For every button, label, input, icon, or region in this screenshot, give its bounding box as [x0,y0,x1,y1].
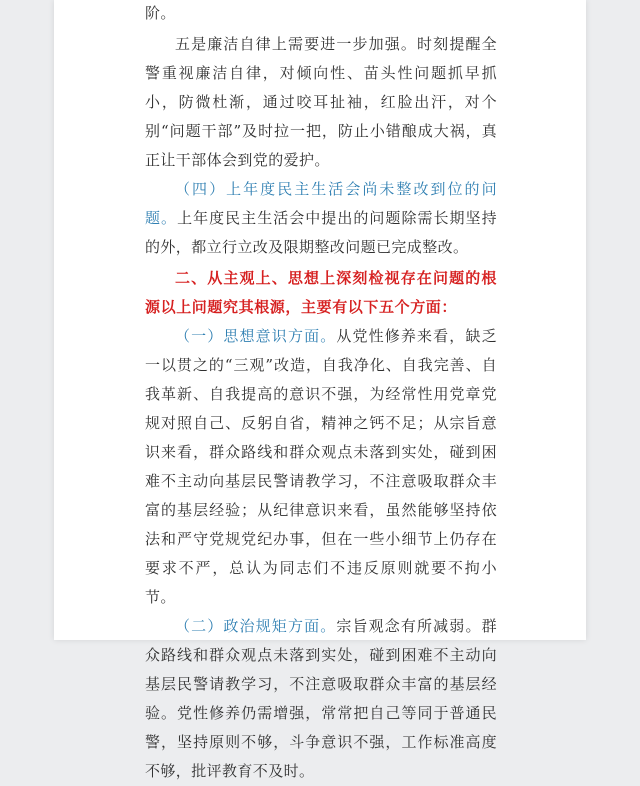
item-four-body: 上年度民主生活会中提出的问题除需长期坚持的外，都立行立改及限期整改问题已完成整改。 [145,209,497,256]
item-one-body: 从党性修养来看，缺乏一以贯之的“三观”改造，自我净化、自我完善、自我革新、自我提高的意识不强，为经常性用党章党规对照自己、反躬自省，精神之钙不足；从宗旨意识来看，群众路线和群众观点未落到实处，碰到困难不主动向基层民警请教学习，不注意吸取群众丰富的基层经验；从纪律意识来看，虽然能够坚持依法和严守党规党纪办事，但在一些小细节上仍存在要求不严，总认为同志们不违反原则就要不拘小节。 [145,327,497,606]
item-four-heading: （四）上年度民主生活会尚未整改到位的问题。 [145,180,497,227]
item-two-heading: （二）政治规矩方面。 [175,617,337,635]
continuation-paragraph: 阶。 [145,4,176,22]
paragraph-item-four [145,175,497,262]
section-two-heading: 二、从主观上、思想上深刻检视存在问题的根源以上问题究其根源，主要有以下五个方面： [145,269,497,316]
document-body [145,0,497,786]
document-page [54,0,586,780]
item-one-heading: （一）思想意识方面。 [175,327,337,345]
paragraph-item-one [145,322,497,612]
paragraph-item-two [145,612,497,786]
paragraph-point-five: 五是廉洁自律上需要进一步加强。时刻提醒全警重视廉洁自律，对倾向性、苗头性问题抓早抓小，防微杜渐，通过咬耳扯袖，红脸出汗，对个别“问题干部”及时拉一把，防止小错酿成大祸，真正让干部体会到党的爱护。 [145,35,497,169]
item-two-body: 宗旨观念有所减弱。群众路线和群众观点未落到实处，碰到困难不主动向基层民警请教学习，不注意吸取群众丰富的基层经验。党性修养仍需增强，常常把自己等同于普通民警，坚持原则不够，斗争意识不强，工作标准高度不够，批评教育不及时。 [145,617,497,780]
